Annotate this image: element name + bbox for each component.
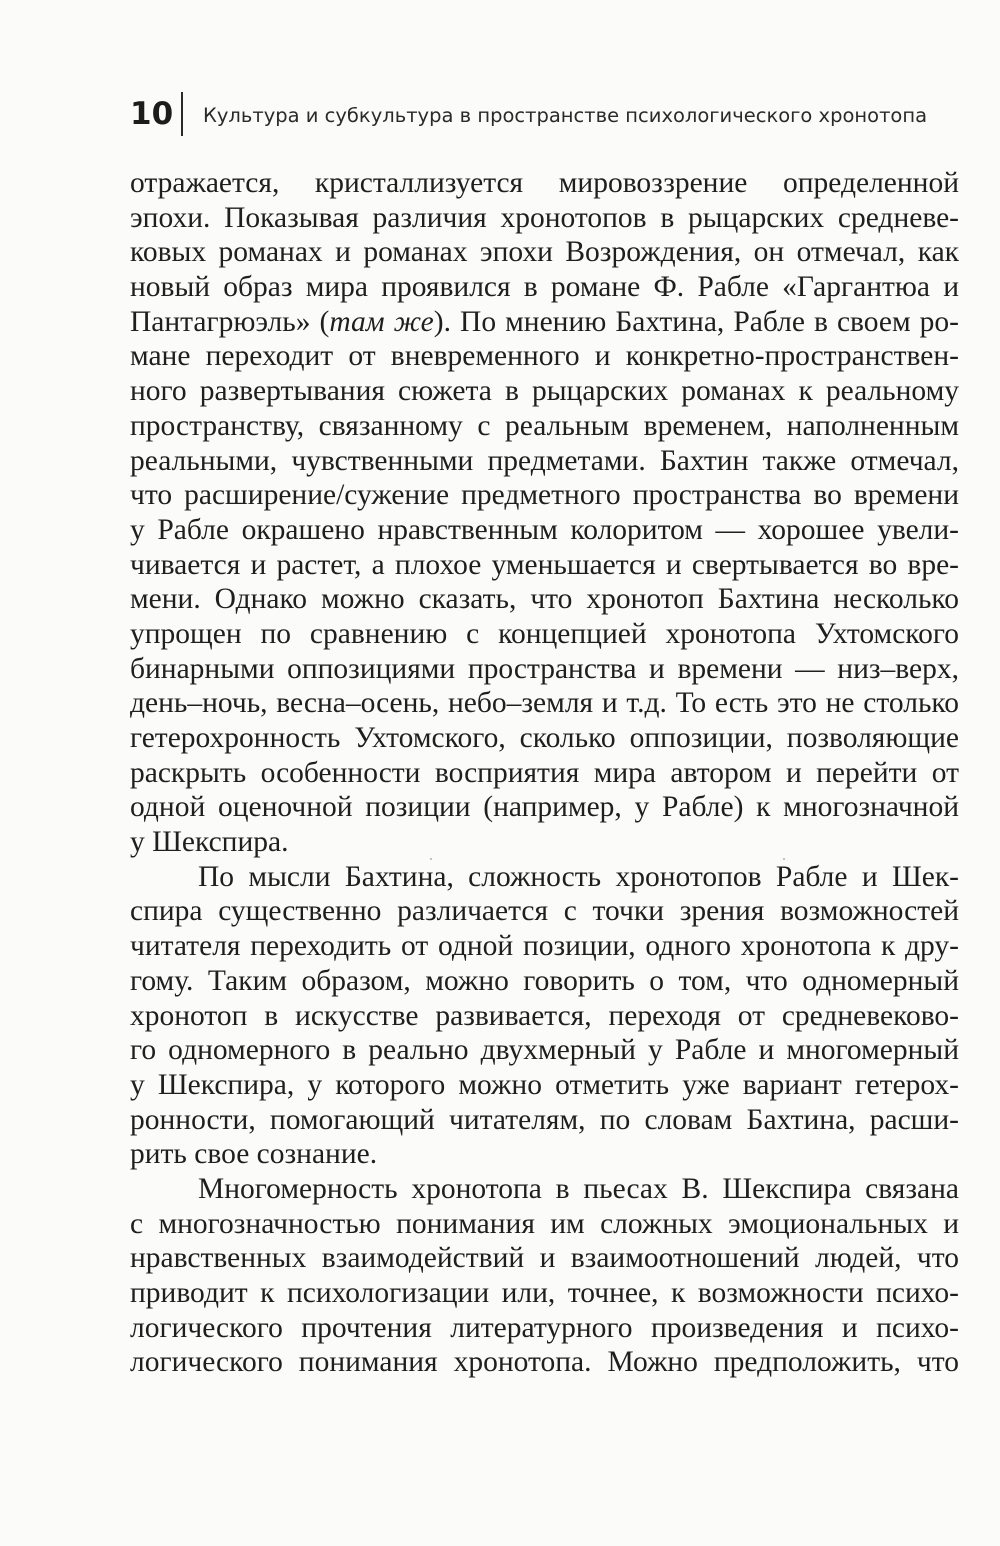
text-line: с многозначностью понимания им сложных эмоциональных и bbox=[130, 1207, 959, 1240]
text-line: По мысли Бахтина, сложность хронотопов Рабле и Шек- bbox=[198, 860, 959, 893]
text-line: приводит к психологизации или, точнее, к возможности психо- bbox=[130, 1277, 959, 1309]
text-line: у Шекспира. bbox=[130, 826, 289, 859]
text-line: что расширение/сужение предметного пространства во времени bbox=[130, 479, 959, 512]
text-line: читателя переходить от одной позиции, одного хронотопа к дру- bbox=[130, 930, 959, 963]
paragraph-1 bbox=[130, 166, 959, 860]
text-line: го одномерного в реально двухмерный у Рабле и многомерный bbox=[130, 1034, 959, 1067]
text-line: спира существенно различается с точки зрения возможностей bbox=[130, 895, 959, 928]
text-line: рить свое сознание. bbox=[130, 1138, 378, 1171]
text-line: мане переходит от вневременного и конкретно-пространствен- bbox=[130, 340, 959, 373]
text-line: нравственных взаимодействий и взаимоотношений людей, что bbox=[130, 1242, 959, 1275]
text-line: гетерохронность Ухтомского, сколько оппозиции, позволяющие bbox=[130, 722, 959, 754]
paragraph-2 bbox=[130, 860, 959, 1172]
text-line: чивается и растет, а плохое уменьшается и свертывается во вре- bbox=[130, 548, 959, 581]
text-line: ронности, помогающий читателям, по словам Бахтина, расши- bbox=[130, 1103, 959, 1136]
text-line: у Рабле окрашено нравственным колоритом — хорошее увели- bbox=[130, 513, 959, 546]
text-line bbox=[130, 305, 959, 340]
text-line: логического прочтения литературного произведения и психо- bbox=[130, 1311, 959, 1344]
text-line: одной оценочной позиции (например, у Рабле) к многозначной bbox=[130, 791, 959, 824]
text-fragment: Пантагрюэль» ( bbox=[130, 305, 330, 338]
scan-speck bbox=[783, 858, 785, 860]
text-line: Многомерность хронотопа в пьесах В. Шекспира связана bbox=[198, 1172, 959, 1205]
running-header bbox=[130, 92, 962, 138]
text-line: хронотоп в искусстве развивается, переходя от средневеково- bbox=[130, 999, 959, 1032]
italic-reference: там же bbox=[329, 305, 434, 338]
running-title: Культура и субкультура в пространстве психологического хронотопа bbox=[203, 104, 928, 127]
text-line: у Шекспира, у которого можно отметить уже вариант гетерох- bbox=[130, 1068, 959, 1101]
text-line: реальными, чувственными предметами. Бахтин также отмечал, bbox=[130, 444, 959, 477]
text-line: гому. Таким образом, можно говорить о том, что одномерный bbox=[130, 964, 959, 997]
text-line: мени. Однако можно сказать, что хронотоп Бахтина несколько bbox=[130, 583, 959, 616]
text-line: отражается, кристаллизуется мировоззрение определенной bbox=[130, 167, 959, 199]
text-line: ного развертывания сюжета в рыцарских романах к реальному bbox=[130, 375, 959, 408]
page-body bbox=[130, 166, 959, 1380]
text-line: новый образ мира проявился в романе Ф. Рабле «Гаргантюа и bbox=[130, 271, 959, 304]
text-line: пространству, связанному с реальным временем, наполненным bbox=[130, 409, 959, 442]
page-number: 10 bbox=[130, 96, 174, 132]
text-line: ковых романах и романах эпохи Возрождения, он отмечал, как bbox=[130, 236, 959, 269]
text-line: бинарными оппозициями пространства и времени — низ–верх, bbox=[130, 652, 959, 685]
text-fragment: ). По мнению Бахтина, Рабле в своем ро- bbox=[433, 305, 960, 338]
paragraph-3 bbox=[130, 1172, 959, 1380]
text-line: упрощен по сравнению с концепцией хронотопа Ухтомского bbox=[130, 617, 959, 650]
text-line: логического понимания хронотопа. Можно предположить, что bbox=[130, 1346, 959, 1379]
text-line: день–ночь, весна–осень, небо–земля и т.д. То есть это не столько bbox=[130, 687, 959, 720]
text-line: раскрыть особенности восприятия мира автором и перейти от bbox=[130, 756, 959, 789]
text-line: эпохи. Показывая различия хронотопов в рыцарских средневе- bbox=[130, 201, 959, 234]
scan-speck bbox=[430, 858, 432, 860]
header-divider bbox=[181, 92, 183, 136]
